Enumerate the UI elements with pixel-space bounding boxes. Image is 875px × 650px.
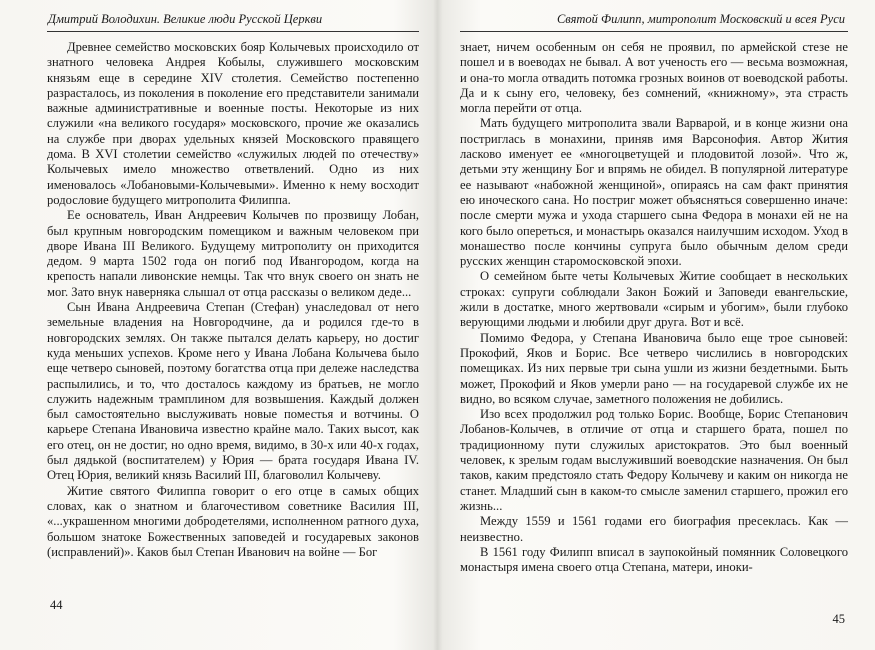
left-paragraph-1: Древнее семейство московских бояр Колычевых происходило от знатного человека Андрея Кобылы, служившего московским князьям еще в середине XIV столетия. Семейство постепенно разрасталось, из поколения в поколение его представители занимали важные административные и военные посты. Некоторые из них служили «на великого государя» московского, прочие же оказались на службе при дворах удельных князей Московского правящего дома. В XVI столетии семейство «служилых людей по отечеству» Колычевых имело множество ответвлений. Одно из них именовалось «Лобановыми-Колычевыми». Именно к нему восходит родословие будущего митрополита Филиппа. [47, 40, 419, 207]
left-running-header: Дмитрий Володихин. Великие люди Русской Церкви [48, 12, 323, 26]
left-page [0, 0, 437, 650]
right-page [440, 0, 875, 650]
right-body-text [460, 40, 848, 575]
left-paragraph-3: Сын Ивана Андреевича Степан (Стефан) унаследовал от него земельные владения на Новгородчине, да и родился где-то в новгородских землях. Он также пытался делать карьеру, но достиг куда меньших успехов. Кроме него у Ивана Лобана Колычева было еще четверо сыновей, поэтому богатства отца при дележе наследства распылились, и то, что досталось каждому из братьев, не могло служить надежным трамплином для возвышения. Каждый должен был самостоятельно выслуживать новые поместья и вотчины. О карьере Степана Ивановича известно крайне мало. Таких высот, как его отец, он не достиг, но одно время, видимо, в 30-х или 40-х годах, был дядькой (воспитателем) у Юрия — брата государя Ивана IV. Отец Юрия, великий князь Василий III, благоволил Колычеву. [47, 300, 419, 483]
right-paragraph-7: В 1561 году Филипп вписал в заупокойный помянник Соловецкого монастыря имена своего отца Степана, матери, иноки- [460, 544, 848, 575]
left-page-number: 44 [50, 598, 63, 612]
right-paragraph-1: знает, ничем особенным он себя не проявил, по армейской стезе не пошел и в воеводах не бывал. А вот ученость его — весьма возможная, и она-то могла отвадить потомка грозных воинов от воеводской работы. Да и к сыну его, человеку, без сомнений, «книжному», эта страсть могла перейти от отца. [460, 40, 848, 116]
right-running-header: Святой Филипп, митрополит Московский и всея Руси [556, 12, 845, 26]
right-paragraph-4: Помимо Федора, у Степана Ивановича было еще трое сыновей: Прокофий, Яков и Борис. Все четверо числились в новгородских помещиках. Из них первые три сына ушли из жизни бездетными. Быть может, Прокофий и Яков умерли рано — на государевой службе их не видно, во всяком случае, заметного положения не добились. [460, 330, 848, 406]
right-page-number: 45 [832, 612, 845, 626]
left-body-text [47, 40, 419, 560]
right-paragraph-5: Изо всех продолжил род только Борис. Вообще, Борис Степанович Лобанов-Колычев, в отличие от отца и старшего брата, пошел по традиционному пути служилых аристократов. Это был военный человек, к зрелым годам выслуживший воеводские назначения. Он был таков, каким предстояло стать Федору Колычеву и каким он никогда не станет. Младший сын в каком-то смысле заменил старшего, прожил его жизнь... [460, 407, 848, 513]
right-paragraph-3: О семейном быте четы Колычевых Житие сообщает в нескольких строках: супруги соблюдали Закон Божий и Заповеди евангельские, жили в достатке, много жертвовали «сирым и убогим», были глубоко верующими людьми и любили друг друга. Вот и всё. [460, 269, 848, 330]
right-paragraph-2: Мать будущего митрополита звали Варварой, и в конце жизни она постриглась в монахини, приняв имя Варсонофия. Автор Жития ласково именует ее «многоцветущей и плодовитой лозой». Что ж, детьми эту женщину Бог и впрямь не обидел. В популярной литературе ее называют «набожной женщиной», опираясь на сам факт принятия ею иноческого сана. Но постриг может объясняться совершенно иначе: после смерти мужа и ухода старшего сына Федора в монахи ей не на кого было опереться, и монастырь оказался наилучшим исходом. Уход в монашество после кончины супруга было обычным делом среди русских женщин старомосковской эпохи. [460, 116, 848, 269]
right-paragraph-6: Между 1559 и 1561 годами его биография пресеклась. Как — неизвестно. [460, 514, 848, 544]
right-header-rule [460, 31, 848, 32]
left-paragraph-2: Ее основатель, Иван Андреевич Колычев по прозвищу Лобан, был крупным новгородским помещиком и важным человеком при дворе Ивана III Великого. Будущему митрополиту он приходится дедом. 9 марта 1502 года он погиб под Ивангородом, когда на крепость напали ливонские немцы. Так что внук своего он знать не мог. Зато внук наверняка слышал от отца рассказы о великом деде... [47, 208, 419, 299]
left-header-rule [47, 31, 419, 32]
left-paragraph-4: Житие святого Филиппа говорит о его отце в самых общих словах, как о знатном и благочестивом советнике Василия III, «...украшенном многими добродетелями, исполненном ратного духа, большом знатоке Божественных заповедей и государевых законов (исправлений)». Каков был Степан Иванович на войне — Бог [47, 483, 419, 559]
